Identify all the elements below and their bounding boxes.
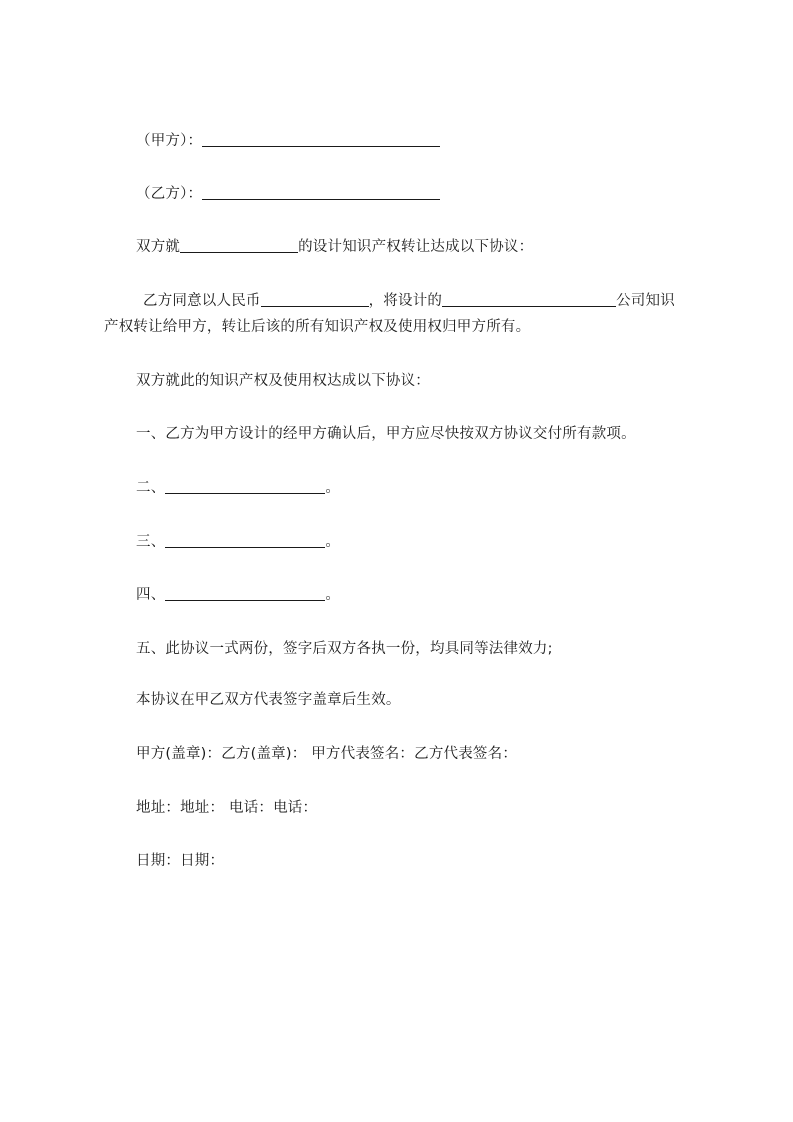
clause-two-suffix: 。: [325, 480, 341, 496]
party-b-blank[interactable]: [202, 185, 440, 200]
clause-three-prefix: 三、: [136, 534, 166, 550]
transfer-line-1: [143, 291, 675, 311]
signature-seals: 甲方(盖章)：乙方(盖章)： 甲方代表签名：乙方代表签名：: [136, 746, 518, 762]
intro-line: [136, 237, 533, 257]
clause-four-blank[interactable]: [165, 586, 325, 601]
company-blank[interactable]: [442, 292, 616, 307]
clause-two: [136, 478, 340, 498]
amount-blank[interactable]: [261, 292, 369, 307]
clause-four-prefix: 四、: [136, 587, 166, 603]
clause-four-suffix: 。: [325, 587, 341, 603]
clause-five: 五、此协议一式两份，签字后双方各执一份，均具同等法律效力;: [136, 641, 553, 657]
clause-three: [136, 532, 340, 552]
effective-statement: 本协议在甲乙双方代表签字盖章后生效。: [136, 692, 401, 708]
clause-one: 一、乙方为甲方设计的经甲方确认后，甲方应尽快按双方协议交付所有款项。: [136, 426, 636, 442]
transfer-text-2: ，将设计的: [368, 293, 443, 309]
party-a-label: （甲方）：: [136, 133, 203, 149]
clause-two-prefix: 二、: [136, 480, 166, 496]
clause-four: [136, 585, 340, 605]
party-a-line: [136, 131, 440, 151]
agreement-intro: 双方就此的知识产权及使用权达成以下协议：: [136, 373, 430, 389]
clause-two-blank[interactable]: [165, 479, 325, 494]
signature-address-phone: 地址：地址： 电话：电话：: [136, 800, 318, 816]
party-a-blank[interactable]: [202, 132, 440, 147]
transfer-text-3: 公司知识: [616, 293, 675, 309]
transfer-line-2: [104, 317, 530, 337]
party-b-label: （乙方）：: [136, 186, 203, 202]
transfer-text-4: 产权转让给甲方，转让后该的所有知识产权及使用权归甲方所有。: [104, 319, 531, 335]
clause-three-suffix: 。: [325, 534, 341, 550]
signature-dates: 日期：日期：: [136, 853, 225, 869]
intro-prefix: 双方就: [136, 239, 181, 255]
intro-suffix: 的设计知识产权转让达成以下协议：: [298, 239, 534, 255]
design-subject-blank[interactable]: [180, 238, 298, 253]
party-b-line: [136, 184, 440, 204]
clause-three-blank[interactable]: [165, 533, 325, 548]
transfer-text-1: 乙方同意以人民币: [143, 293, 261, 309]
